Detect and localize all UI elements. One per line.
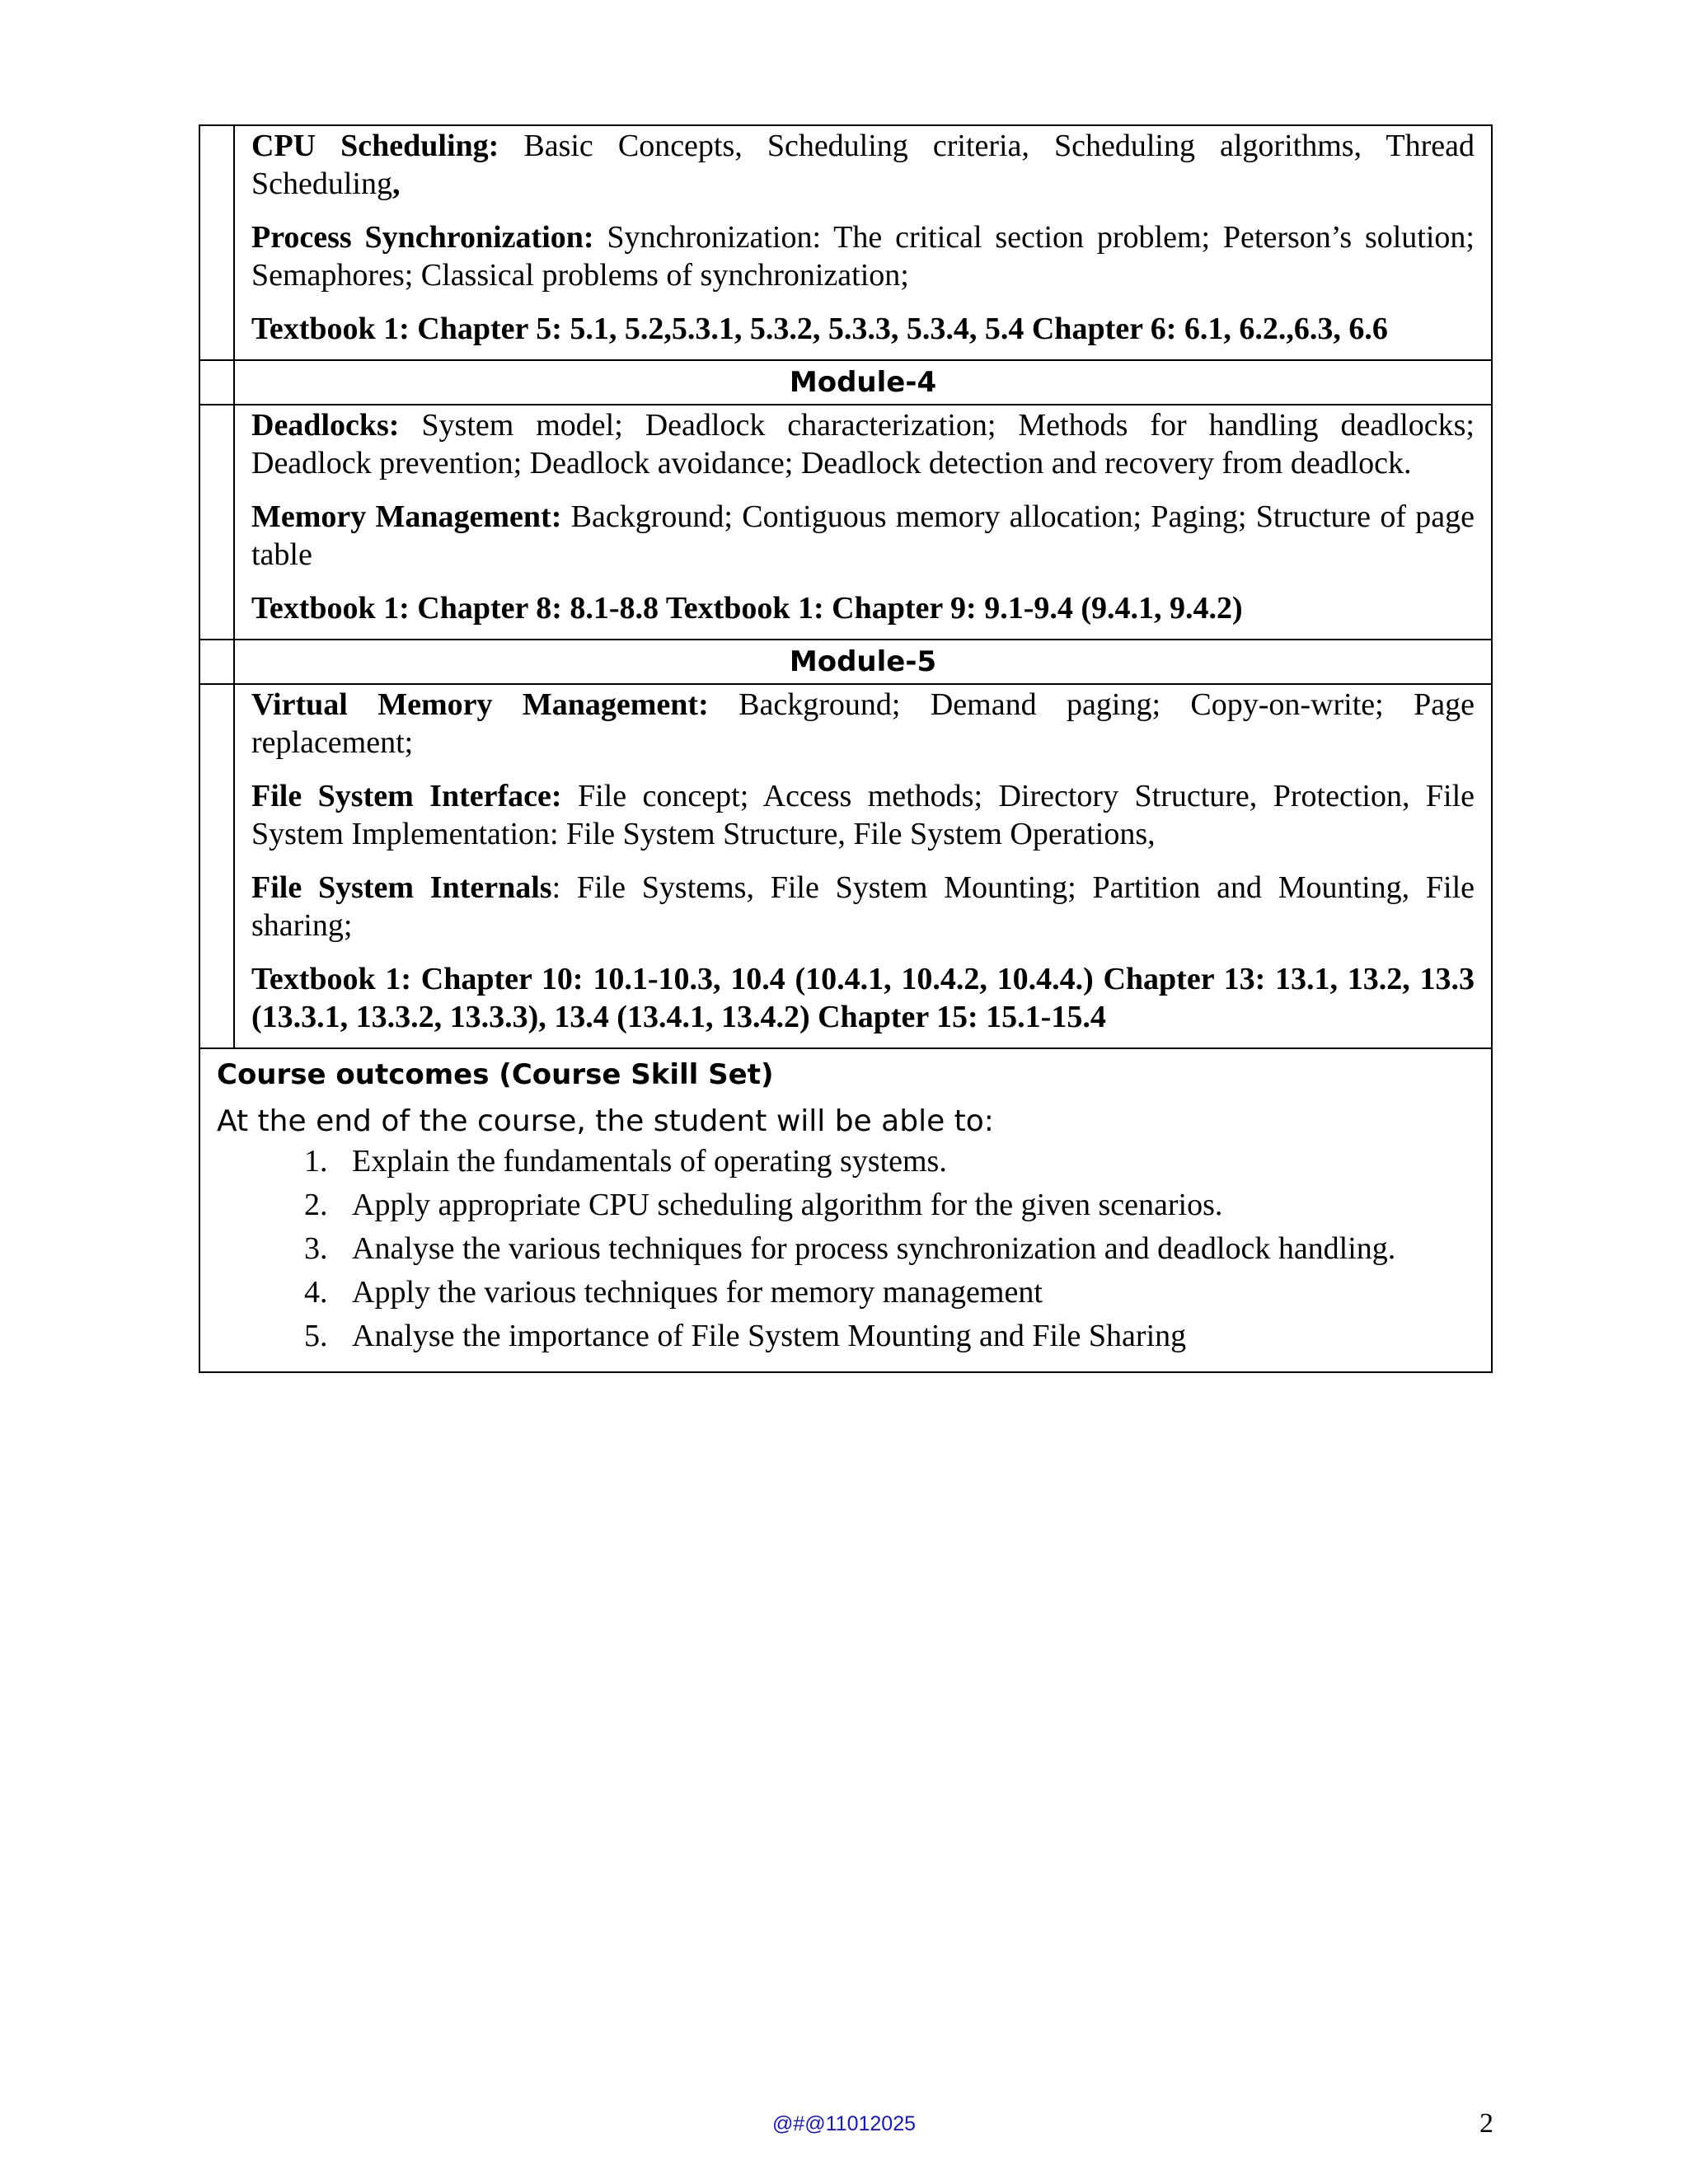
virtual-memory-paragraph (251, 686, 1475, 762)
syllabus-table (199, 124, 1493, 1373)
module5-textbook-reference: Textbook 1: Chapter 10: 10.1-10.3, 10.4 (10.4.1, 10.4.2, 10.4.4.) Chapter 13: 13.1, 13.2, 13.3 (13.3.1, 13.3.2, 13.3.3), 13.4 (13.4.1, 13.4.2) Chapter 15: 15.1-15.4 (251, 962, 1475, 1034)
page-number: 2 (1479, 2108, 1493, 2139)
deadlocks-heading: Deadlocks: (251, 408, 400, 443)
module5-title: Module-5 (789, 645, 937, 678)
cpu-scheduling-text: Basic Concepts, Scheduling criteria, Scheduling algorithms, Thread Scheduling (251, 129, 1475, 201)
virtual-memory-text: Background; Demand paging; Copy-on-write; Page replacement; (251, 687, 1475, 760)
outcome-item (304, 1227, 1475, 1271)
module3-content (235, 126, 1491, 359)
outcome-list (217, 1140, 1475, 1358)
outcome-text: Apply appropriate CPU scheduling algorithm for the given scenarios. (352, 1188, 1223, 1222)
outcome-number: 5. (304, 1319, 328, 1353)
cpu-scheduling-heading: CPU Scheduling: (251, 129, 499, 163)
outcome-number: 4. (304, 1275, 328, 1310)
module4-content-row (200, 404, 1491, 639)
outcome-item (304, 1183, 1475, 1227)
cpu-scheduling-paragraph (251, 127, 1475, 203)
module3-content-row (200, 126, 1491, 359)
memory-management-heading: Memory Management: (251, 499, 562, 534)
deadlocks-text: System model; Deadlock characterization; Methods for handling deadlocks; Deadlock prevention; Deadlock avoidance; Deadlock detection and recovery from deadlock. (251, 408, 1475, 480)
virtual-memory-heading: Virtual Memory Management: (251, 687, 709, 722)
outcome-text: Analyse the importance of File System Mounting and File Sharing (352, 1319, 1187, 1353)
module5-content (235, 685, 1491, 1047)
fs-internals-heading: File System Internals (251, 870, 552, 905)
memory-management-text: Background; Contiguous memory allocation; Paging; Structure of page table (251, 499, 1475, 572)
module5-heading-row (200, 639, 1491, 683)
outcome-text: Analyse the various techniques for process synchronization and deadlock handling. (352, 1231, 1396, 1266)
row-gutter (200, 405, 235, 639)
module3-textbook-reference: Textbook 1: Chapter 5: 5.1, 5.2,5.3.1, 5.3.2, 5.3.3, 5.3.4, 5.4 Chapter 6: 6.1, 6.2.,6.3, 6.6 (251, 312, 1388, 346)
fs-internals-paragraph (251, 869, 1475, 944)
row-gutter (200, 126, 235, 359)
cpu-scheduling-trailing: , (392, 166, 401, 201)
outcome-item (304, 1140, 1475, 1183)
fs-interface-heading: File System Interface: (251, 779, 562, 813)
fs-interface-text: File concept; Access methods; Directory Structure, Protection, File System Implementation: File System Structure, File System Operations, (251, 779, 1475, 851)
process-sync-paragraph (251, 218, 1475, 294)
process-sync-text: Synchronization: The critical section problem; Peterson’s solution; Semaphores; Classical problems of synchronization; (251, 220, 1475, 293)
outcome-item (304, 1315, 1475, 1358)
outcome-text: Apply the various techniques for memory management (352, 1275, 1043, 1310)
fs-interface-paragraph (251, 777, 1475, 853)
row-gutter (200, 361, 235, 404)
outcome-item (304, 1271, 1475, 1315)
module4-textbook-reference: Textbook 1: Chapter 8: 8.1-8.8 Textbook 1: Chapter 9: 9.1-9.4 (9.4.1, 9.4.2) (251, 591, 1243, 626)
course-outcomes-title: Course outcomes (Course Skill Set) (217, 1058, 774, 1091)
outcome-number: 3. (304, 1231, 328, 1266)
process-sync-heading: Process Synchronization: (251, 220, 594, 255)
footer-code: @#@11012025 (771, 2112, 917, 2135)
module5-content-row (200, 683, 1491, 1047)
module4-content (235, 405, 1491, 639)
outcome-number: 1. (304, 1144, 328, 1179)
outcome-number: 2. (304, 1188, 328, 1222)
module4-title: Module-4 (789, 366, 937, 399)
course-outcomes (200, 1049, 1491, 1371)
memory-management-paragraph (251, 498, 1475, 574)
outcome-text: Explain the fundamentals of operating systems. (352, 1144, 947, 1179)
row-gutter (200, 640, 235, 683)
module4-heading-row (200, 359, 1491, 404)
row-gutter (200, 685, 235, 1047)
course-outcomes-intro: At the end of the course, the student will be able to: (217, 1104, 994, 1138)
fs-internals-text: : File Systems, File System Mounting; Partition and Mounting, File sharing; (251, 870, 1475, 943)
deadlocks-paragraph (251, 406, 1475, 482)
course-outcomes-row (200, 1047, 1491, 1371)
